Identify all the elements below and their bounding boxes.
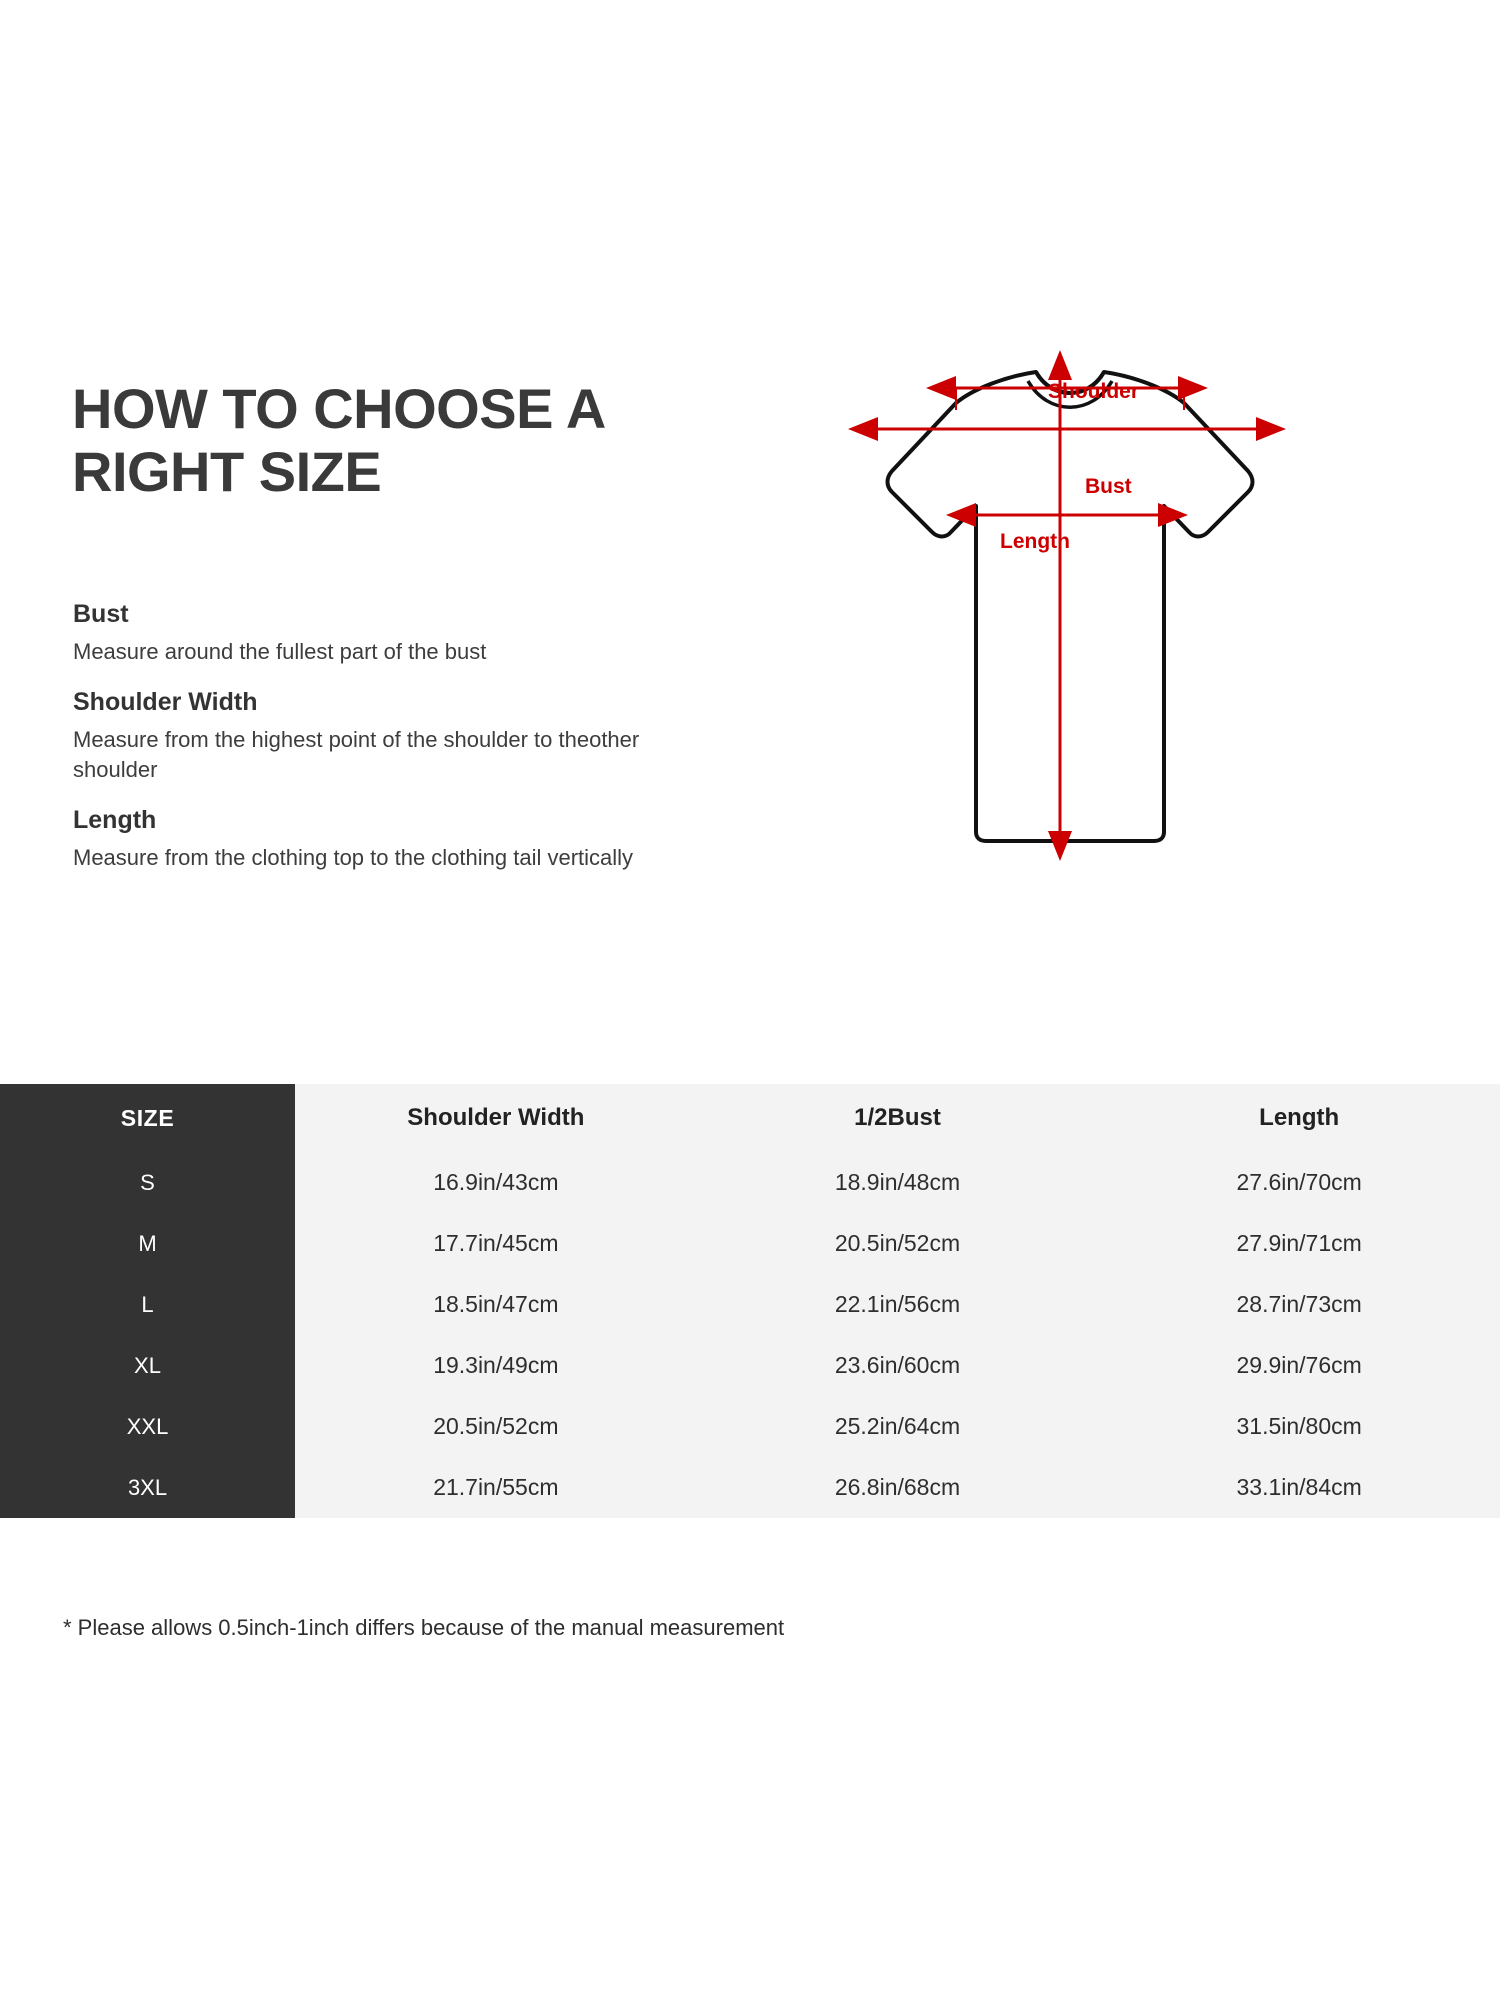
- measurement-footnote: * Please allows 0.5inch-1inch differs because of the manual measurement: [63, 1615, 785, 1640]
- definition-bust-text: Measure around the fullest part of the bust: [73, 639, 487, 664]
- table-row: [0, 1396, 1500, 1457]
- table-row: [0, 1152, 1500, 1213]
- cell-shoulder-width: 18.5in/47cm: [295, 1274, 697, 1335]
- cell-shoulder-width: 17.7in/45cm: [295, 1213, 697, 1274]
- cell-size: L: [0, 1274, 295, 1335]
- definition-bust-title: Bust: [73, 600, 129, 628]
- definition-shoulder-width-title: Shoulder Width: [73, 688, 258, 717]
- cell-length: 27.6in/70cm: [1098, 1152, 1500, 1213]
- tshirt-illustration: [760, 340, 1380, 1000]
- cell-size: XXL: [0, 1396, 295, 1457]
- size-table-head: [0, 1084, 1500, 1152]
- table-header-row: [0, 1084, 1500, 1152]
- column-header-length: Length: [1098, 1084, 1500, 1152]
- definition-length: [73, 806, 693, 872]
- cell-half-bust: 23.6in/60cm: [697, 1335, 1099, 1396]
- page-title: HOW TO CHOOSE A RIGHT SIZE: [72, 377, 604, 503]
- column-header-size: SIZE: [0, 1084, 295, 1152]
- top-section: [0, 330, 1500, 1090]
- cell-length: 33.1in/84cm: [1098, 1457, 1500, 1518]
- cell-size: 3XL: [0, 1457, 295, 1518]
- definition-bust: [73, 600, 693, 666]
- column-header-shoulder-width: Shoulder Width: [295, 1084, 697, 1152]
- cell-size: S: [0, 1152, 295, 1213]
- measurement-definitions: [73, 600, 693, 895]
- cell-length: 27.9in/71cm: [1098, 1213, 1500, 1274]
- cell-length: 28.7in/73cm: [1098, 1274, 1500, 1335]
- definition-length-title: Length: [73, 806, 157, 835]
- cell-half-bust: 25.2in/64cm: [697, 1396, 1099, 1457]
- cell-half-bust: 20.5in/52cm: [697, 1213, 1099, 1274]
- diagram-label-bust: Bust: [1085, 475, 1132, 498]
- cell-size: XL: [0, 1335, 295, 1396]
- column-header-half-bust: 1/2Bust: [697, 1084, 1099, 1152]
- definition-shoulder-width: [73, 688, 693, 784]
- diagram-label-length: Length: [1000, 530, 1070, 553]
- cell-length: 29.9in/76cm: [1098, 1335, 1500, 1396]
- tshirt-diagram: [760, 340, 1380, 1000]
- cell-half-bust: 22.1in/56cm: [697, 1274, 1099, 1335]
- cell-size: M: [0, 1213, 295, 1274]
- size-table-body: [0, 1152, 1500, 1518]
- table-row: [0, 1213, 1500, 1274]
- cell-shoulder-width: 20.5in/52cm: [295, 1396, 697, 1457]
- definition-length-text: Measure from the clothing top to the clothing tail vertically: [73, 845, 634, 871]
- definition-shoulder-width-text: Measure from the highest point of the shoulder to theother shoulder: [73, 727, 640, 782]
- table-row: [0, 1457, 1500, 1518]
- cell-half-bust: 18.9in/48cm: [697, 1152, 1099, 1213]
- cell-half-bust: 26.8in/68cm: [697, 1457, 1099, 1518]
- cell-shoulder-width: 21.7in/55cm: [295, 1457, 697, 1518]
- cell-shoulder-width: 16.9in/43cm: [295, 1152, 697, 1213]
- table-row: [0, 1274, 1500, 1335]
- cell-length: 31.5in/80cm: [1098, 1396, 1500, 1457]
- table-row: [0, 1335, 1500, 1396]
- size-table-zone: [0, 1084, 1500, 1518]
- cell-shoulder-width: 19.3in/49cm: [295, 1335, 697, 1396]
- diagram-label-shoulder: Shoulder: [1048, 380, 1140, 403]
- size-chart-table: [0, 1084, 1500, 1518]
